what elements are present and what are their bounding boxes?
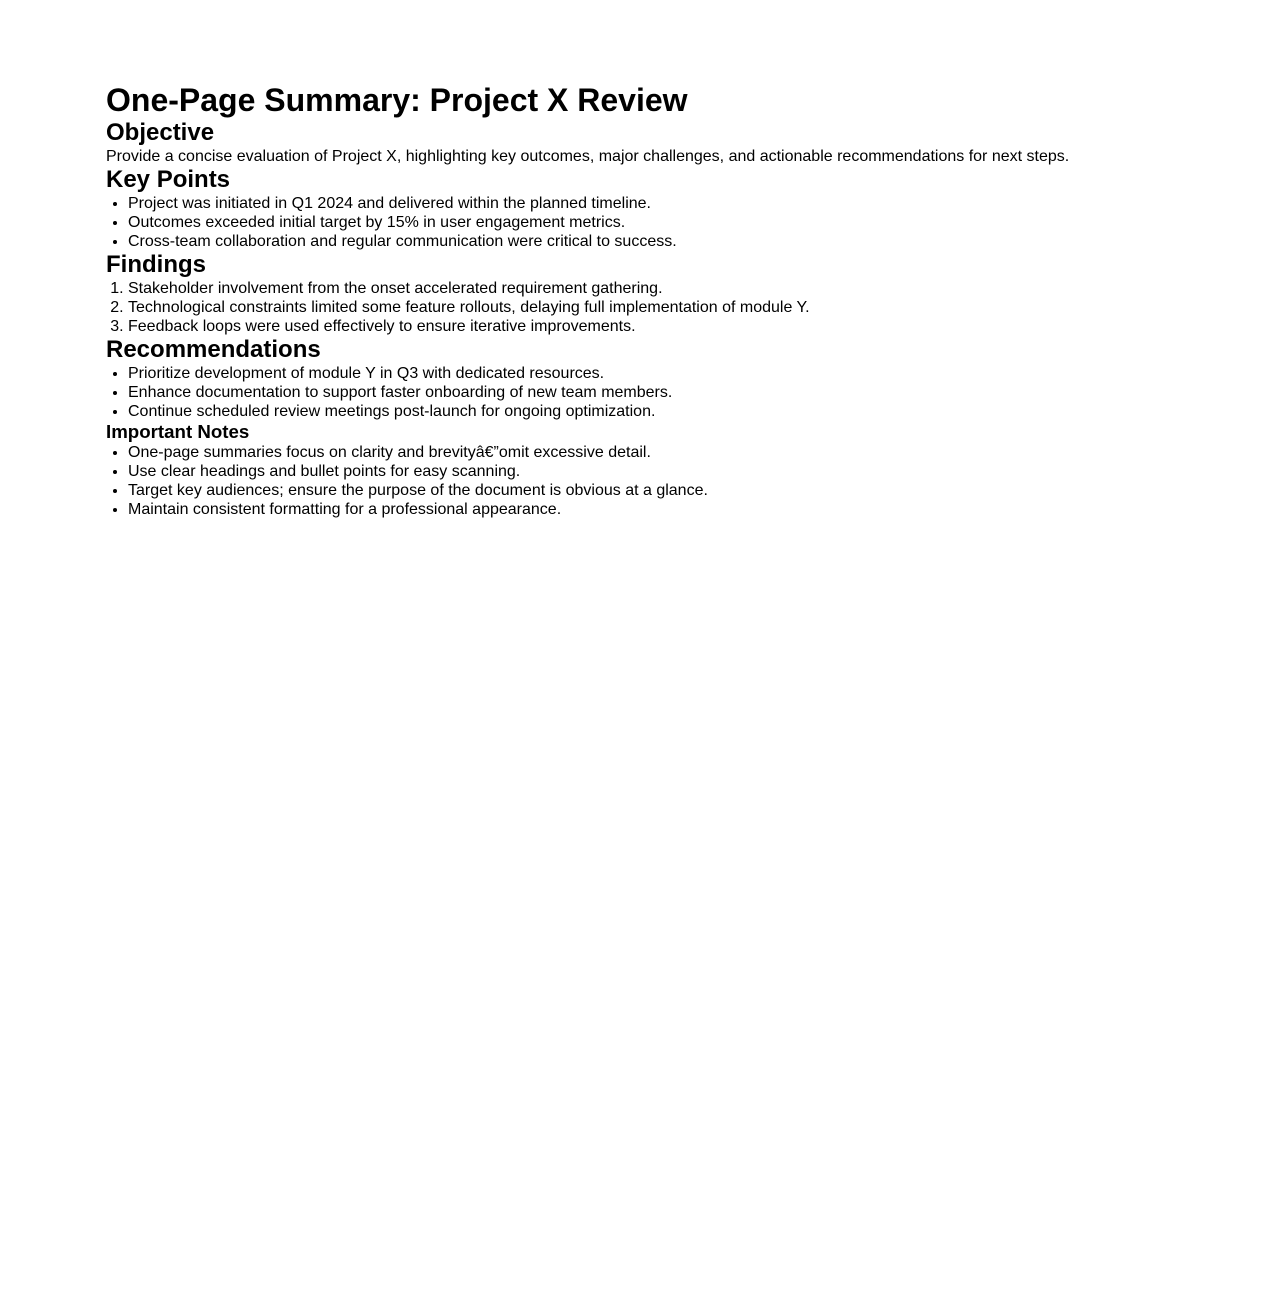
section-heading-findings: Findings: [106, 251, 206, 278]
key-points-item: • Cross-team collaboration and regular communication were critical to success.: [128, 232, 677, 251]
key-points-list: [106, 194, 677, 251]
recommendations-item: • Enhance documentation to support faster onboarding of new team members.: [128, 383, 672, 402]
important-notes-item: • One-page summaries focus on clarity and brevityâ€”omit excessive detail.: [128, 443, 708, 462]
findings-item: 2. Technological constraints limited some feature rollouts, delaying full implementation of module Y.: [128, 298, 810, 317]
section-heading-objective: Objective: [106, 119, 215, 146]
section-heading-key-points: Key Points: [106, 166, 231, 193]
key-points-item: • Outcomes exceeded initial target by 15% in user engagement metrics.: [128, 213, 677, 232]
objective-paragraph: Provide a concise evaluation of Project X, highlighting key outcomes, major challenges, and actionable recommendations for next steps.: [106, 148, 1070, 165]
page-title: One-Page Summary: Project X Review: [106, 82, 688, 118]
recommendations-item: • Prioritize development of module Y in Q3 with dedicated resources.: [128, 364, 672, 383]
recommendations-item: • Continue scheduled review meetings post-launch for ongoing optimization.: [128, 402, 672, 421]
important-notes-list: [106, 443, 708, 519]
key-points-item: • Project was initiated in Q1 2024 and delivered within the planned timeline.: [128, 194, 677, 213]
findings-item: 3. Feedback loops were used effectively to ensure iterative improvements.: [128, 317, 810, 336]
section-heading-important-notes: Important Notes: [106, 421, 250, 442]
important-notes-item: • Use clear headings and bullet points for easy scanning.: [128, 462, 708, 481]
recommendations-list: [106, 364, 672, 421]
findings-item: 1. Stakeholder involvement from the onset accelerated requirement gathering.: [128, 279, 810, 298]
section-heading-recommendations: Recommendations: [106, 336, 321, 363]
important-notes-item: • Target key audiences; ensure the purpose of the document is obvious at a glance.: [128, 481, 708, 500]
findings-list: [106, 279, 810, 336]
important-notes-item: • Maintain consistent formatting for a professional appearance.: [128, 500, 708, 519]
